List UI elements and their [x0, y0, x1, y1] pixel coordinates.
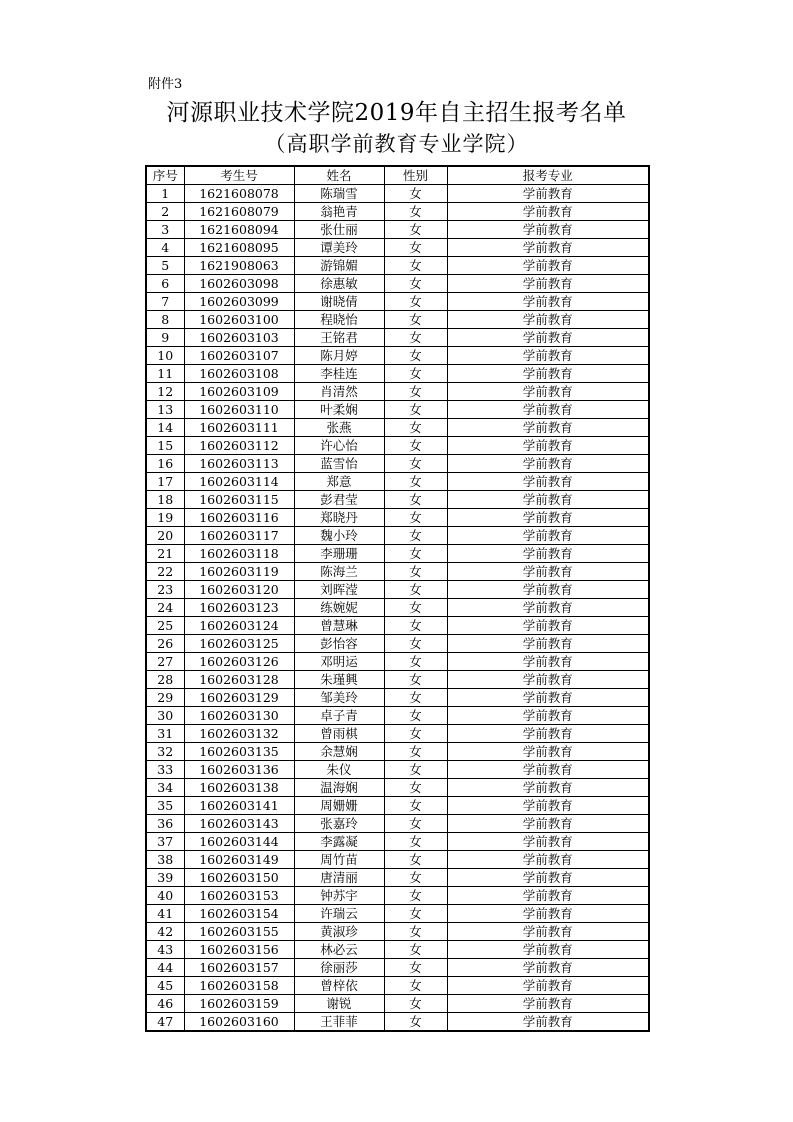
table-cell: 学前教育 — [447, 581, 649, 599]
table-cell: 42 — [146, 923, 184, 941]
table-cell: 1602603118 — [184, 545, 294, 563]
table-cell: 学前教育 — [447, 833, 649, 851]
table-cell: 刘晖滢 — [294, 581, 384, 599]
attachment-label: 附件3 — [148, 77, 183, 92]
table-cell: 卓子青 — [294, 707, 384, 725]
table-cell: 47 — [146, 1013, 184, 1032]
table-row — [146, 221, 649, 239]
table-cell: 1602603111 — [184, 419, 294, 437]
table-cell: 1602603157 — [184, 959, 294, 977]
table-cell: 学前教育 — [447, 635, 649, 653]
table-cell: 1602603150 — [184, 869, 294, 887]
table-cell: 1602603100 — [184, 311, 294, 329]
table-cell: 女 — [384, 635, 447, 653]
table-cell: 1602603155 — [184, 923, 294, 941]
table-cell: 邓明运 — [294, 653, 384, 671]
table-cell: 44 — [146, 959, 184, 977]
table-cell: 学前教育 — [447, 887, 649, 905]
table-cell: 女 — [384, 185, 447, 203]
table-row — [146, 275, 649, 293]
table-cell: 学前教育 — [447, 311, 649, 329]
table-cell: 温海娴 — [294, 779, 384, 797]
table-cell: 女 — [384, 455, 447, 473]
table-cell: 女 — [384, 941, 447, 959]
table-cell: 18 — [146, 491, 184, 509]
table-row — [146, 581, 649, 599]
table-cell: 1602603113 — [184, 455, 294, 473]
table-cell: 学前教育 — [447, 347, 649, 365]
table-row — [146, 743, 649, 761]
table-cell: 唐清丽 — [294, 869, 384, 887]
table-cell: 陈月婷 — [294, 347, 384, 365]
table-cell: 李桂连 — [294, 365, 384, 383]
table-cell: 谭美玲 — [294, 239, 384, 257]
table-cell: 34 — [146, 779, 184, 797]
table-row — [146, 851, 649, 869]
table-cell: 9 — [146, 329, 184, 347]
table-cell: 1602603098 — [184, 275, 294, 293]
table-cell: 2 — [146, 203, 184, 221]
table-cell: 学前教育 — [447, 221, 649, 239]
table-cell: 女 — [384, 581, 447, 599]
table-cell: 女 — [384, 887, 447, 905]
table-cell: 学前教育 — [447, 707, 649, 725]
table-row — [146, 203, 649, 221]
table-cell: 谢晓倩 — [294, 293, 384, 311]
table-cell: 学前教育 — [447, 905, 649, 923]
table-row — [146, 563, 649, 581]
table-cell: 1602603108 — [184, 365, 294, 383]
table-cell: 学前教育 — [447, 473, 649, 491]
table-cell: 39 — [146, 869, 184, 887]
table-cell: 35 — [146, 797, 184, 815]
table-cell: 叶柔娴 — [294, 401, 384, 419]
table-row — [146, 473, 649, 491]
table-cell: 1602603120 — [184, 581, 294, 599]
table-cell: 1621608079 — [184, 203, 294, 221]
table-cell: 1602603124 — [184, 617, 294, 635]
table-cell: 1602603128 — [184, 671, 294, 689]
table-row — [146, 815, 649, 833]
table-cell: 28 — [146, 671, 184, 689]
table-cell: 王菲菲 — [294, 1013, 384, 1032]
table-cell: 43 — [146, 941, 184, 959]
table-cell: 15 — [146, 437, 184, 455]
table-cell: 翁艳青 — [294, 203, 384, 221]
table-cell: 女 — [384, 617, 447, 635]
table-cell: 女 — [384, 257, 447, 275]
table-cell: 女 — [384, 365, 447, 383]
table-cell: 曾梓依 — [294, 977, 384, 995]
table-cell: 林必云 — [294, 941, 384, 959]
table-cell: 女 — [384, 203, 447, 221]
table-cell: 陈海兰 — [294, 563, 384, 581]
table-row — [146, 401, 649, 419]
table-cell: 女 — [384, 797, 447, 815]
table-cell: 1602603126 — [184, 653, 294, 671]
table-cell: 许心怡 — [294, 437, 384, 455]
table-cell: 37 — [146, 833, 184, 851]
table-cell: 魏小玲 — [294, 527, 384, 545]
table-row — [146, 185, 649, 203]
table-cell: 学前教育 — [447, 869, 649, 887]
table-cell: 1602603107 — [184, 347, 294, 365]
table-cell: 学前教育 — [447, 959, 649, 977]
table-row — [146, 797, 649, 815]
table-cell: 学前教育 — [447, 293, 649, 311]
table-cell: 13 — [146, 401, 184, 419]
table-cell: 学前教育 — [447, 401, 649, 419]
table-cell: 王铭君 — [294, 329, 384, 347]
table-cell: 张仕丽 — [294, 221, 384, 239]
table-cell: 30 — [146, 707, 184, 725]
table-cell: 1602603132 — [184, 725, 294, 743]
table-cell: 余慧娴 — [294, 743, 384, 761]
table-cell: 学前教育 — [447, 239, 649, 257]
table-cell: 周竹苗 — [294, 851, 384, 869]
table-cell: 女 — [384, 275, 447, 293]
table-cell: 学前教育 — [447, 527, 649, 545]
table-row — [146, 833, 649, 851]
table-cell: 41 — [146, 905, 184, 923]
table-cell: 21 — [146, 545, 184, 563]
table-row — [146, 257, 649, 275]
table-cell: 1602603119 — [184, 563, 294, 581]
table-row — [146, 1013, 649, 1032]
table-row — [146, 671, 649, 689]
table-cell: 女 — [384, 653, 447, 671]
table-cell: 学前教育 — [447, 491, 649, 509]
table-cell: 彭君莹 — [294, 491, 384, 509]
table-cell: 练婉妮 — [294, 599, 384, 617]
table-cell: 学前教育 — [447, 725, 649, 743]
page-subtitle: （高职学前教育专业学院） — [264, 132, 529, 156]
table-row — [146, 653, 649, 671]
table-cell: 曾慧琳 — [294, 617, 384, 635]
table-cell: 1602603143 — [184, 815, 294, 833]
table-cell: 1602603123 — [184, 599, 294, 617]
table-cell: 曾雨棋 — [294, 725, 384, 743]
table-cell: 1602603158 — [184, 977, 294, 995]
table-cell: 李露凝 — [294, 833, 384, 851]
table-cell: 45 — [146, 977, 184, 995]
table-cell: 19 — [146, 509, 184, 527]
column-header: 性别 — [384, 166, 447, 185]
table-cell: 1602603099 — [184, 293, 294, 311]
table-cell: 女 — [384, 977, 447, 995]
table-cell: 女 — [384, 1013, 447, 1032]
table-row — [146, 941, 649, 959]
table-cell: 女 — [384, 923, 447, 941]
table-cell: 7 — [146, 293, 184, 311]
table-cell: 程晓怡 — [294, 311, 384, 329]
table-cell: 1602603115 — [184, 491, 294, 509]
table-cell: 46 — [146, 995, 184, 1013]
column-header: 姓名 — [294, 166, 384, 185]
table-cell: 学前教育 — [447, 329, 649, 347]
table-cell: 11 — [146, 365, 184, 383]
table-cell: 女 — [384, 599, 447, 617]
table-cell: 学前教育 — [447, 761, 649, 779]
table-cell: 许瑞云 — [294, 905, 384, 923]
table-cell: 邹美玲 — [294, 689, 384, 707]
table-row — [146, 995, 649, 1013]
table-cell: 女 — [384, 869, 447, 887]
table-cell: 徐惠敏 — [294, 275, 384, 293]
table-row — [146, 311, 649, 329]
table-cell: 郑意 — [294, 473, 384, 491]
table-cell: 6 — [146, 275, 184, 293]
table-cell: 32 — [146, 743, 184, 761]
table-cell: 1602603149 — [184, 851, 294, 869]
table-cell: 25 — [146, 617, 184, 635]
table-cell: 周姗姗 — [294, 797, 384, 815]
table-cell: 20 — [146, 527, 184, 545]
table-cell: 1602603130 — [184, 707, 294, 725]
table-cell: 女 — [384, 995, 447, 1013]
table-cell: 29 — [146, 689, 184, 707]
table-cell: 女 — [384, 743, 447, 761]
table-cell: 1602603156 — [184, 941, 294, 959]
table-row — [146, 491, 649, 509]
table-cell: 彭怡容 — [294, 635, 384, 653]
table-cell: 16 — [146, 455, 184, 473]
table-cell: 学前教育 — [447, 455, 649, 473]
table-row — [146, 905, 649, 923]
table-cell: 女 — [384, 329, 447, 347]
table-cell: 学前教育 — [447, 383, 649, 401]
table-body — [146, 185, 649, 1032]
table-cell: 1602603154 — [184, 905, 294, 923]
table-cell: 学前教育 — [447, 815, 649, 833]
table-cell: 蓝雪怡 — [294, 455, 384, 473]
table-cell: 李珊珊 — [294, 545, 384, 563]
table-cell: 1602603135 — [184, 743, 294, 761]
table-cell: 游锦媚 — [294, 257, 384, 275]
table-cell: 女 — [384, 707, 447, 725]
table-cell: 学前教育 — [447, 509, 649, 527]
table-cell: 1602603136 — [184, 761, 294, 779]
table-cell: 学前教育 — [447, 365, 649, 383]
table-cell: 学前教育 — [447, 599, 649, 617]
table-cell: 学前教育 — [447, 1013, 649, 1032]
table-cell: 女 — [384, 833, 447, 851]
table-cell: 1602603141 — [184, 797, 294, 815]
table-cell: 1621608094 — [184, 221, 294, 239]
table-cell: 12 — [146, 383, 184, 401]
table-cell: 女 — [384, 437, 447, 455]
table-cell: 学前教育 — [447, 203, 649, 221]
table-cell: 谢锐 — [294, 995, 384, 1013]
table-cell: 女 — [384, 563, 447, 581]
table-cell: 女 — [384, 689, 447, 707]
table-cell: 女 — [384, 779, 447, 797]
table-cell: 女 — [384, 509, 447, 527]
table-cell: 1602603112 — [184, 437, 294, 455]
table-cell: 5 — [146, 257, 184, 275]
table-row — [146, 383, 649, 401]
table-cell: 学前教育 — [447, 437, 649, 455]
table-cell: 学前教育 — [447, 797, 649, 815]
table-cell: 3 — [146, 221, 184, 239]
table-cell: 朱瑾興 — [294, 671, 384, 689]
table-cell: 女 — [384, 347, 447, 365]
table-cell: 陈瑞雪 — [294, 185, 384, 203]
table-cell: 女 — [384, 491, 447, 509]
table-cell: 33 — [146, 761, 184, 779]
table-cell: 女 — [384, 761, 447, 779]
table-cell: 张嘉玲 — [294, 815, 384, 833]
table-row — [146, 959, 649, 977]
table-cell: 黄淑珍 — [294, 923, 384, 941]
table-cell: 1602603116 — [184, 509, 294, 527]
applicant-table — [145, 165, 650, 1032]
table-cell: 女 — [384, 545, 447, 563]
table-cell: 女 — [384, 905, 447, 923]
table-cell: 女 — [384, 671, 447, 689]
table-cell: 38 — [146, 851, 184, 869]
table-cell: 女 — [384, 815, 447, 833]
table-cell: 张燕 — [294, 419, 384, 437]
table-row — [146, 365, 649, 383]
table-cell: 4 — [146, 239, 184, 257]
table-cell: 1602603153 — [184, 887, 294, 905]
table-cell: 1602603159 — [184, 995, 294, 1013]
table-cell: 学前教育 — [447, 185, 649, 203]
table-cell: 14 — [146, 419, 184, 437]
table-row — [146, 329, 649, 347]
table-row — [146, 761, 649, 779]
table-row — [146, 599, 649, 617]
table-cell: 学前教育 — [447, 689, 649, 707]
table-cell: 40 — [146, 887, 184, 905]
table-cell: 1602603144 — [184, 833, 294, 851]
table-cell: 8 — [146, 311, 184, 329]
table-row — [146, 635, 649, 653]
table-cell: 36 — [146, 815, 184, 833]
table-row — [146, 455, 649, 473]
table-row — [146, 437, 649, 455]
table-cell: 1 — [146, 185, 184, 203]
table-cell: 27 — [146, 653, 184, 671]
table-cell: 23 — [146, 581, 184, 599]
table-cell: 女 — [384, 383, 447, 401]
table-cell: 女 — [384, 293, 447, 311]
table-cell: 学前教育 — [447, 545, 649, 563]
table-cell: 女 — [384, 311, 447, 329]
table-cell: 徐丽莎 — [294, 959, 384, 977]
page-title: 河源职业技术学院2019年自主招生报考名单 — [166, 100, 627, 126]
table-row — [146, 707, 649, 725]
table-cell: 学前教育 — [447, 563, 649, 581]
table-cell: 学前教育 — [447, 941, 649, 959]
table-cell: 女 — [384, 959, 447, 977]
table-row — [146, 923, 649, 941]
table-cell: 学前教育 — [447, 653, 649, 671]
table-cell: 学前教育 — [447, 977, 649, 995]
table-cell: 1602603103 — [184, 329, 294, 347]
table-row — [146, 527, 649, 545]
table-cell: 女 — [384, 473, 447, 491]
table-cell: 1602603109 — [184, 383, 294, 401]
table-row — [146, 887, 649, 905]
table-cell: 学前教育 — [447, 743, 649, 761]
table-row — [146, 725, 649, 743]
table-cell: 学前教育 — [447, 923, 649, 941]
table-cell: 学前教育 — [447, 671, 649, 689]
column-header: 序号 — [146, 166, 184, 185]
table-cell: 肖清然 — [294, 383, 384, 401]
table-cell: 女 — [384, 221, 447, 239]
table-cell: 1602603114 — [184, 473, 294, 491]
table-cell: 女 — [384, 527, 447, 545]
table-row — [146, 869, 649, 887]
table-cell: 17 — [146, 473, 184, 491]
table-cell: 26 — [146, 635, 184, 653]
table-cell: 学前教育 — [447, 779, 649, 797]
table-cell: 31 — [146, 725, 184, 743]
table-cell: 学前教育 — [447, 419, 649, 437]
table-row — [146, 545, 649, 563]
table-cell: 1602603160 — [184, 1013, 294, 1032]
table-row — [146, 419, 649, 437]
table-cell: 1602603125 — [184, 635, 294, 653]
table-cell: 学前教育 — [447, 257, 649, 275]
table-cell: 学前教育 — [447, 275, 649, 293]
table-row — [146, 509, 649, 527]
table-row — [146, 293, 649, 311]
table-cell: 学前教育 — [447, 851, 649, 869]
table-cell: 女 — [384, 401, 447, 419]
table-row — [146, 977, 649, 995]
table-cell: 10 — [146, 347, 184, 365]
table-header-row — [146, 166, 649, 185]
table-cell: 1621608095 — [184, 239, 294, 257]
table-cell: 24 — [146, 599, 184, 617]
table-cell: 学前教育 — [447, 995, 649, 1013]
table-row — [146, 347, 649, 365]
table-cell: 钟苏宇 — [294, 887, 384, 905]
table-cell: 1602603117 — [184, 527, 294, 545]
table-row — [146, 779, 649, 797]
table-cell: 朱仪 — [294, 761, 384, 779]
table-cell: 女 — [384, 725, 447, 743]
column-header: 报考专业 — [447, 166, 649, 185]
column-header: 考生号 — [184, 166, 294, 185]
table-cell: 1602603129 — [184, 689, 294, 707]
table-cell: 1621908063 — [184, 257, 294, 275]
table-cell: 1621608078 — [184, 185, 294, 203]
table-cell: 女 — [384, 239, 447, 257]
table-cell: 1602603110 — [184, 401, 294, 419]
table-cell: 1602603138 — [184, 779, 294, 797]
table-cell: 22 — [146, 563, 184, 581]
table-row — [146, 239, 649, 257]
table-row — [146, 689, 649, 707]
table-cell: 女 — [384, 419, 447, 437]
table-cell: 郑晓丹 — [294, 509, 384, 527]
table-row — [146, 617, 649, 635]
table-cell: 女 — [384, 851, 447, 869]
table-cell: 学前教育 — [447, 617, 649, 635]
